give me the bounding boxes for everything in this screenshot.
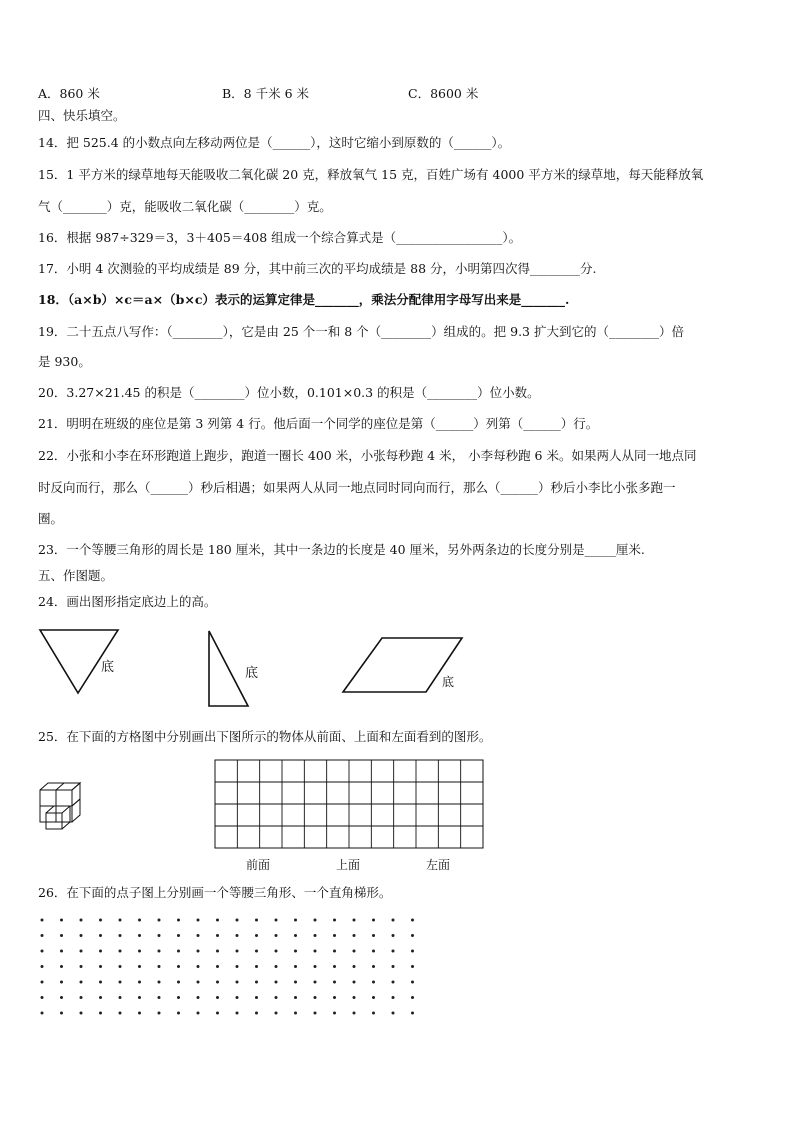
- grid-dot: [294, 981, 297, 984]
- grid-dot: [275, 996, 278, 999]
- grid-dot: [411, 1012, 414, 1015]
- grid-dot: [372, 950, 375, 953]
- grid-dot: [99, 1012, 102, 1015]
- grid-dot: [294, 934, 297, 937]
- grid-dot: [353, 950, 356, 953]
- grid-dot: [353, 919, 356, 922]
- grid-dot: [80, 996, 83, 999]
- grid-dot: [41, 965, 44, 968]
- grid-dot: [158, 996, 161, 999]
- grid-dot: [314, 996, 317, 999]
- grid-dot: [255, 965, 258, 968]
- grid-dot: [411, 950, 414, 953]
- grid-dot: [411, 981, 414, 984]
- grid-dot: [41, 981, 44, 984]
- grid-dot: [236, 919, 239, 922]
- question-20: 20．3.27×21.45 的积是（________）位小数，0.101×0.3 的积是（________）位小数。: [38, 385, 540, 400]
- question-16: 16．根据 987÷329＝3，3＋405＝408 组成一个综合算式是（_________________）。: [38, 230, 522, 245]
- grid-dot: [80, 965, 83, 968]
- grid-dot: [314, 1012, 317, 1015]
- grid-dot: [197, 934, 200, 937]
- question-23: 23．一个等腰三角形的周长是 180 厘米，其中一条边的长度是 40 厘米，另外两条边的长度分别是_____厘米.: [38, 542, 645, 557]
- grid-dot: [372, 934, 375, 937]
- grid-dot: [392, 934, 395, 937]
- grid-dot: [80, 1012, 83, 1015]
- grid-dot: [372, 981, 375, 984]
- grid-dot: [119, 981, 122, 984]
- grid-dot: [119, 934, 122, 937]
- grid-dot: [158, 965, 161, 968]
- grid-dot: [60, 996, 63, 999]
- grid-dot: [333, 934, 336, 937]
- grid-dot: [197, 981, 200, 984]
- grid-dot: [158, 1012, 161, 1015]
- grid-dot: [392, 919, 395, 922]
- grid-dot: [216, 950, 219, 953]
- grid-dot: [236, 934, 239, 937]
- grid-dot: [60, 950, 63, 953]
- grid-dot: [41, 996, 44, 999]
- grid-dot: [60, 934, 63, 937]
- option-b: B．8 千米 6 米: [222, 86, 310, 101]
- question-19-line-2: 是 930。: [38, 354, 91, 369]
- grid-dot: [314, 934, 317, 937]
- grid-dot: [275, 965, 278, 968]
- grid-dot: [80, 919, 83, 922]
- grid-dot: [177, 934, 180, 937]
- grid-dot: [80, 934, 83, 937]
- base-label-parallelogram: 底: [442, 675, 455, 689]
- grid-dot: [197, 1012, 200, 1015]
- grid-dot: [158, 950, 161, 953]
- grid-dot: [255, 1012, 258, 1015]
- caption-top-view: 上面: [336, 858, 361, 872]
- grid-dot: [411, 919, 414, 922]
- grid-dot: [158, 919, 161, 922]
- grid-dot: [216, 919, 219, 922]
- option-a: A．860 米: [38, 86, 100, 101]
- grid-dot: [197, 965, 200, 968]
- question-22-line-2: 时反向而行，那么（______）秒后相遇；如果两人从同一地点同时同向而行，那么（______）秒后小李比小张多跑一: [38, 480, 676, 495]
- grid-dot: [236, 950, 239, 953]
- question-18: 18．（a×b）×c＝a×（b×c）表示的运算定律是_______，乘法分配律用字母写出来是_______.: [38, 292, 570, 307]
- section-4-title: 四、快乐填空。: [38, 108, 126, 123]
- grid-dot: [60, 919, 63, 922]
- grid-dot: [372, 996, 375, 999]
- grid-dot: [236, 996, 239, 999]
- grid-dot: [275, 934, 278, 937]
- grid-dot: [177, 950, 180, 953]
- question-21: 21．明明在班级的座位是第 3 列第 4 行。他后面一个同学的座位是第（______）列第（______）行。: [38, 416, 599, 431]
- grid-dot: [314, 965, 317, 968]
- grid-dot: [411, 996, 414, 999]
- grid-dot: [411, 965, 414, 968]
- grid-dot: [119, 950, 122, 953]
- grid-dot: [255, 934, 258, 937]
- section-5-title: 五、作图题。: [38, 568, 114, 583]
- grid-dot: [60, 1012, 63, 1015]
- option-c: C．8600 米: [408, 86, 479, 101]
- grid-dot: [99, 965, 102, 968]
- grid-dot: [255, 981, 258, 984]
- grid-dot: [392, 996, 395, 999]
- grid-dot: [158, 934, 161, 937]
- grid-dot: [294, 965, 297, 968]
- grid-dot: [372, 919, 375, 922]
- grid-dot: [353, 965, 356, 968]
- grid-dot: [99, 934, 102, 937]
- grid-dot: [138, 919, 141, 922]
- grid-dot: [119, 996, 122, 999]
- grid-dot: [353, 981, 356, 984]
- grid-dot: [216, 1012, 219, 1015]
- grid-dot: [353, 934, 356, 937]
- grid-dot: [353, 1012, 356, 1015]
- caption-left-view: 左面: [426, 858, 451, 872]
- grid-dot: [333, 950, 336, 953]
- grid-dot: [392, 1012, 395, 1015]
- grid-dot: [255, 950, 258, 953]
- grid-dot: [333, 981, 336, 984]
- grid-dot: [177, 1012, 180, 1015]
- grid-dot: [255, 919, 258, 922]
- caption-front-view: 前面: [246, 858, 271, 872]
- grid-dot: [216, 996, 219, 999]
- grid-dot: [197, 950, 200, 953]
- grid-dot: [333, 1012, 336, 1015]
- grid-dot: [177, 981, 180, 984]
- grid-dot: [392, 981, 395, 984]
- grid-dot: [333, 965, 336, 968]
- grid-dot: [411, 934, 414, 937]
- grid-dot: [60, 981, 63, 984]
- grid-dot: [333, 996, 336, 999]
- grid-dot: [392, 965, 395, 968]
- grid-dot: [158, 981, 161, 984]
- grid-dot: [99, 950, 102, 953]
- grid-dot: [294, 919, 297, 922]
- grid-dot: [41, 950, 44, 953]
- grid-dot: [99, 996, 102, 999]
- question-15-line-2: 气（_______）克，能吸收二氧化碳（________）克。: [38, 199, 332, 214]
- grid-dot: [99, 981, 102, 984]
- grid-dot: [294, 1012, 297, 1015]
- question-15-line-1: 15．1 平方米的绿草地每天能吸收二氧化碳 20 克，释放氧气 15 克，百姓广场有 4000 平方米的绿草地，每天能释放氧: [38, 167, 704, 182]
- question-24: 24．画出图形指定底边上的高。: [38, 594, 217, 609]
- grid-dot: [236, 965, 239, 968]
- question-17: 17．小明 4 次测验的平均成绩是 89 分，其中前三次的平均成绩是 88 分，小明第四次得________分.: [38, 261, 597, 276]
- grid-dot: [392, 950, 395, 953]
- grid-dot: [80, 981, 83, 984]
- grid-dot: [197, 996, 200, 999]
- question-19-line-1: 19．二十五点八写作：（________），它是由 25 个一和 8 个（________）组成的。把 9.3 扩大到它的（________）倍: [38, 324, 684, 339]
- grid-dot: [333, 919, 336, 922]
- grid-dot: [216, 981, 219, 984]
- grid-dot: [197, 919, 200, 922]
- grid-dot: [138, 965, 141, 968]
- question-25: 25．在下面的方格图中分别画出下图所示的物体从前面、上面和左面看到的图形。: [38, 729, 492, 744]
- grid-dot: [216, 934, 219, 937]
- grid-dot: [216, 965, 219, 968]
- grid-dot: [138, 981, 141, 984]
- grid-dot: [353, 996, 356, 999]
- grid-dot: [119, 965, 122, 968]
- base-label-right-triangle: 底: [245, 666, 259, 681]
- grid-dot: [275, 981, 278, 984]
- grid-dot: [372, 1012, 375, 1015]
- grid-dot: [41, 1012, 44, 1015]
- question-26: 26．在下面的点子图上分别画一个等腰三角形、一个直角梯形。: [38, 885, 392, 900]
- grid-dot: [255, 996, 258, 999]
- question-22-line-3: 圈。: [38, 511, 64, 526]
- grid-dot: [138, 1012, 141, 1015]
- grid-dot: [138, 996, 141, 999]
- grid-dot: [275, 1012, 278, 1015]
- grid-dot: [314, 981, 317, 984]
- grid-dot: [294, 996, 297, 999]
- grid-dot: [275, 919, 278, 922]
- grid-dot: [41, 919, 44, 922]
- grid-dot: [80, 950, 83, 953]
- grid-dot: [119, 919, 122, 922]
- grid-dot: [275, 950, 278, 953]
- question-14: 14．把 525.4 的小数点向左移动两位是（______），这时它缩小到原数的（______）。: [38, 135, 511, 150]
- grid-dot: [119, 1012, 122, 1015]
- grid-dot: [41, 934, 44, 937]
- grid-dot: [236, 981, 239, 984]
- grid-dot: [60, 965, 63, 968]
- grid-dot: [314, 950, 317, 953]
- grid-dot: [99, 919, 102, 922]
- grid-dot: [314, 919, 317, 922]
- grid-dot: [138, 934, 141, 937]
- grid-dot: [177, 965, 180, 968]
- grid-dot: [138, 950, 141, 953]
- grid-dot: [177, 919, 180, 922]
- question-22-line-1: 22．小张和小李在环形跑道上跑步，跑道一圈长 400 米，小张每秒跑 4 米， 小李每秒跑 6 米。如果两人从同一地点同: [38, 448, 697, 463]
- grid-dot: [177, 996, 180, 999]
- grid-dot: [236, 1012, 239, 1015]
- grid-dot: [294, 950, 297, 953]
- grid-dot: [372, 965, 375, 968]
- base-label-triangle: 底: [101, 660, 115, 675]
